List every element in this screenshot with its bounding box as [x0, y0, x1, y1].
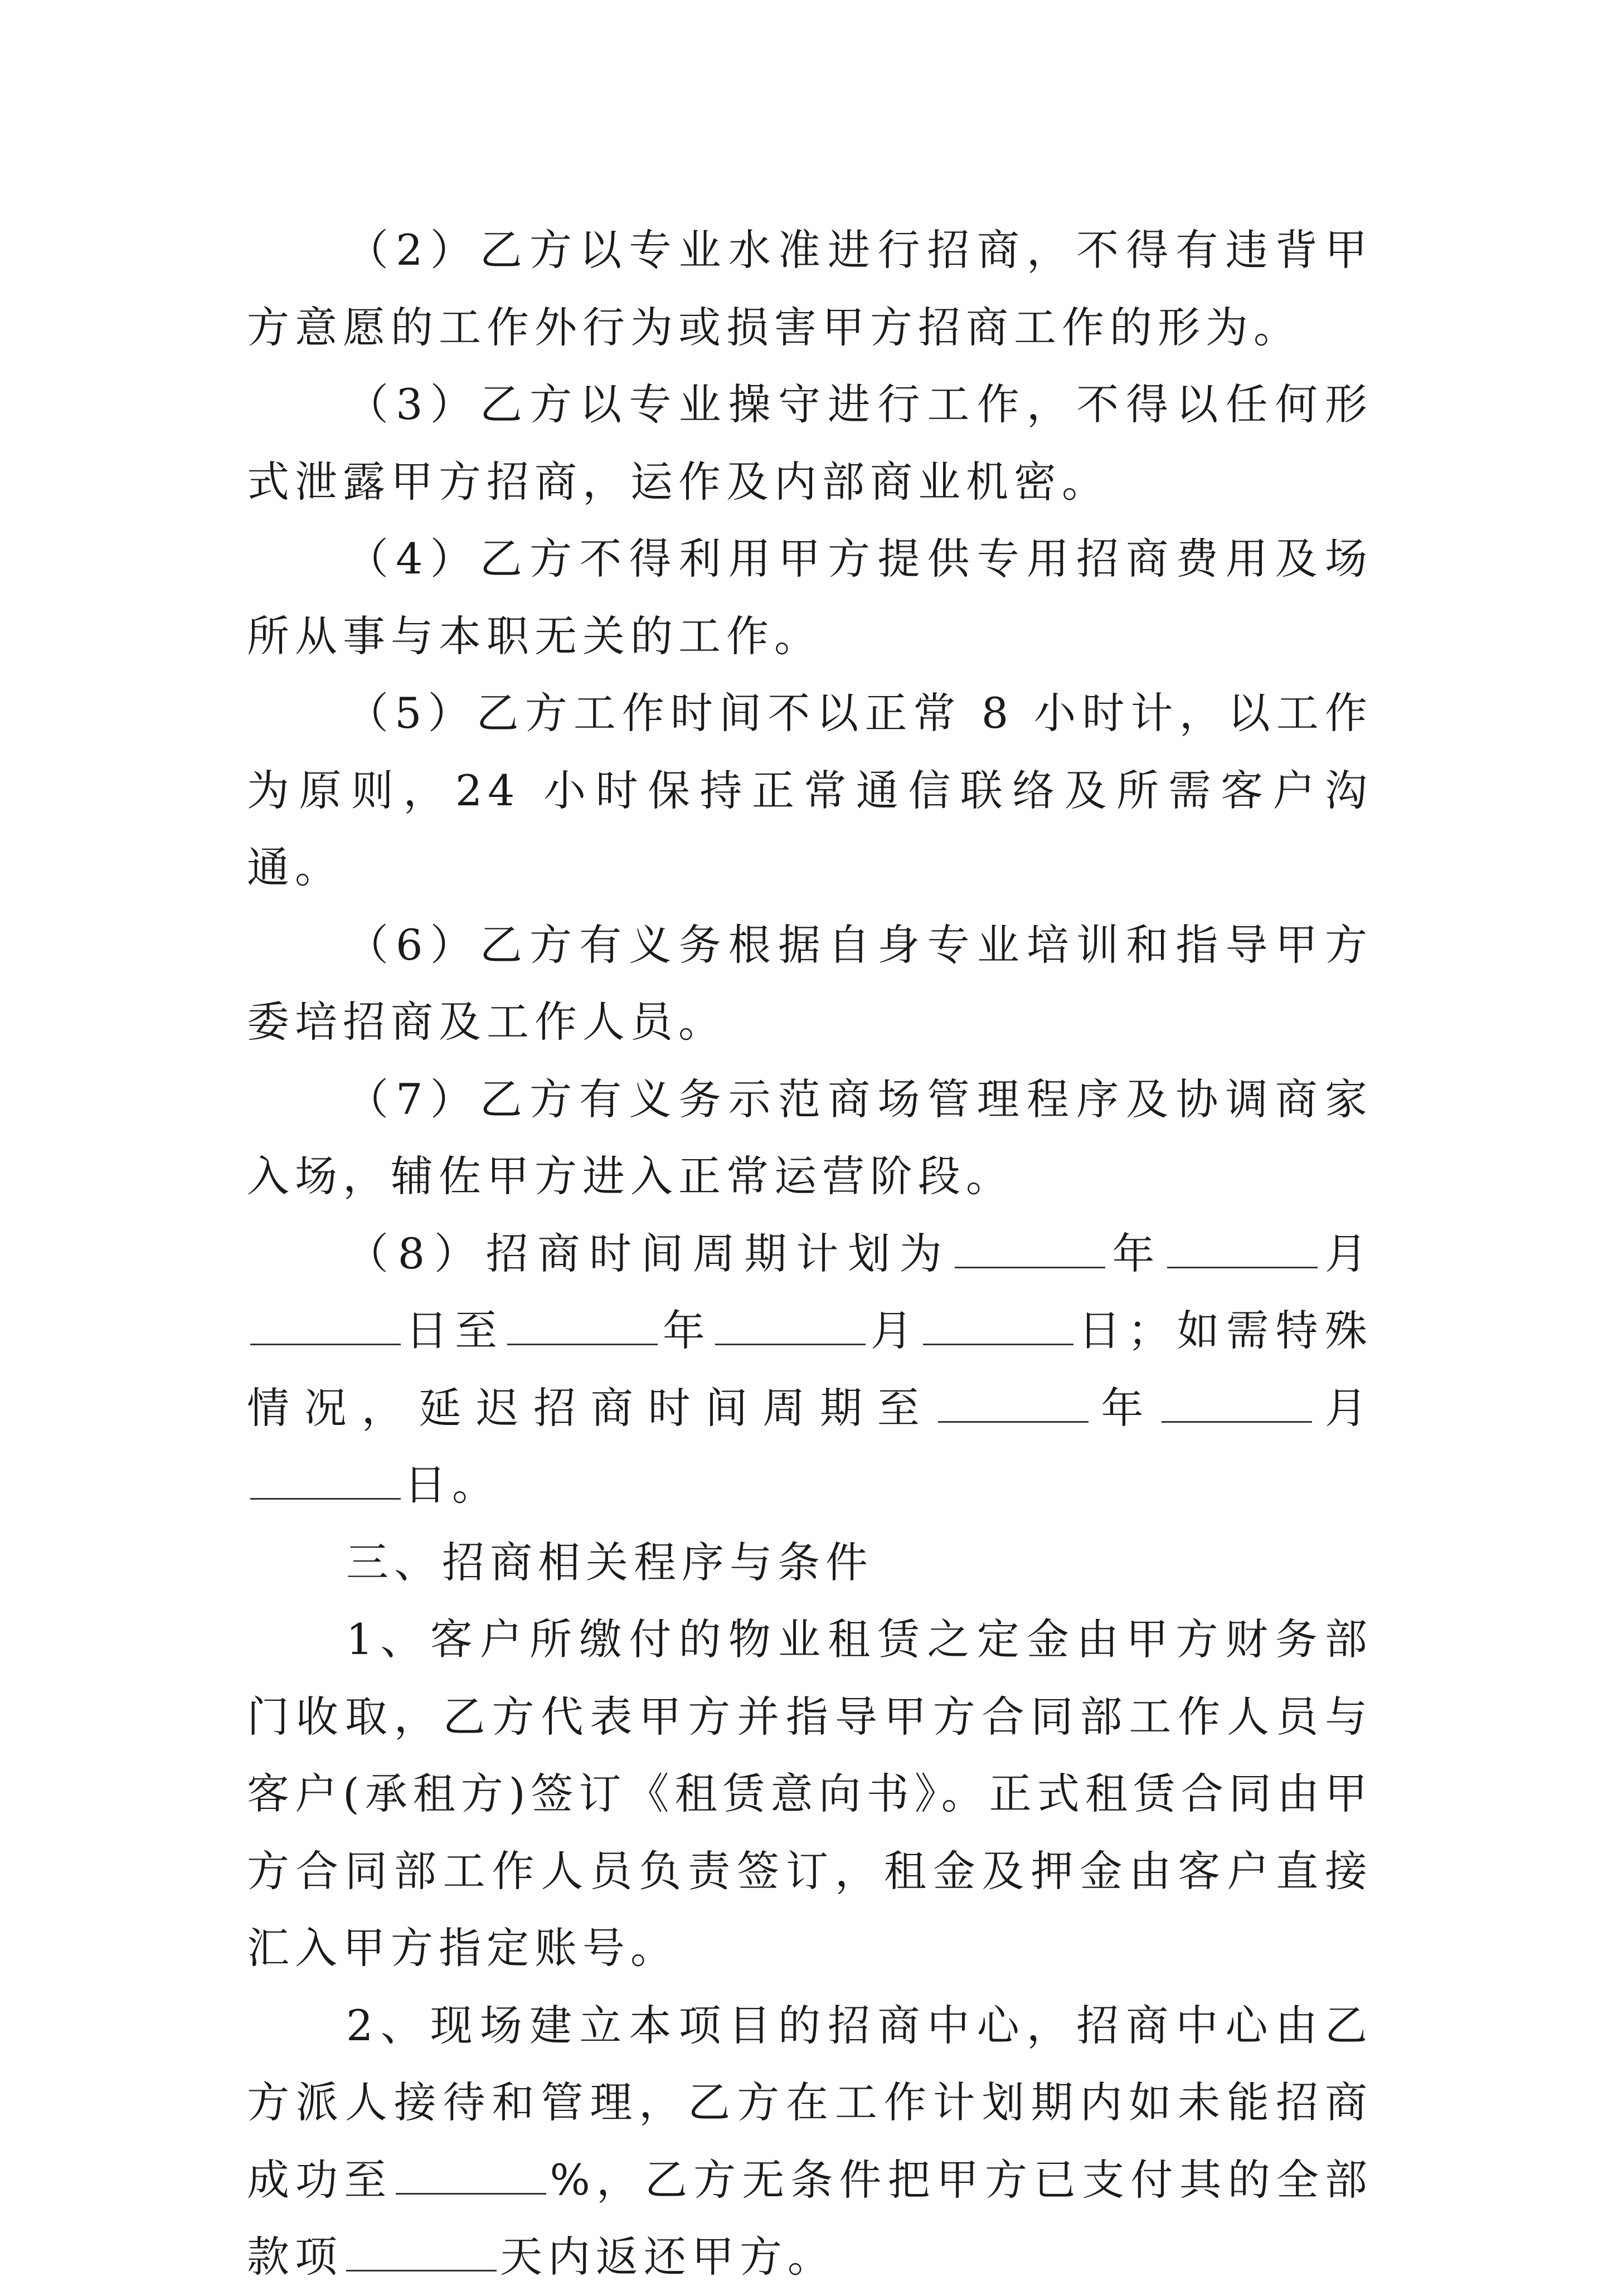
schedule-extension: 日；如需特殊情况，延迟招商时间周期至	[247, 1306, 1373, 1433]
blank-field	[1167, 1228, 1318, 1268]
section-heading: 三、招商相关程序与条件	[346, 1537, 873, 1587]
schedule-lead: （8）招商时间周期计划为	[346, 1228, 951, 1278]
blank-field	[507, 1305, 658, 1345]
item2-text-b: %，乙方无条件把甲方已支付其的全部款项	[247, 2154, 1373, 2282]
paragraph-obligation-4: （4）乙方不得利用甲方提供专用招商费用及场所从事与本职无关的工作。	[247, 534, 1373, 661]
schedule-year: 年	[1091, 1383, 1159, 1433]
blank-field	[715, 1305, 866, 1345]
blank-field	[396, 2154, 546, 2195]
schedule-month: 月	[1315, 1383, 1373, 1433]
schedule-to: 至	[454, 1306, 504, 1355]
blank-field	[938, 1382, 1089, 1423]
blank-field	[923, 1305, 1073, 1345]
schedule-month: 月	[869, 1306, 920, 1355]
schedule-day: 日	[404, 1306, 455, 1355]
paragraph-obligation-5: （5）乙方工作时间不以正常 8 小时计，以工作为原则，24 小时保持正常通信联络及所需客户沟通。	[247, 688, 1373, 892]
schedule-day: 日。	[404, 1460, 500, 1510]
item2-text-a: 2、现场建立本项目的招商中心，招商中心由乙方派人接待和管理，乙方在工作计划期内如未能招商成功至	[247, 2000, 1373, 2205]
paragraph-item-2	[247, 1987, 1373, 2296]
paragraph-obligation-7: （7）乙方有义务示范商场管理程序及协调商家入场，辅佐甲方进入正常运营阶段。	[247, 1074, 1373, 1201]
document-body	[247, 212, 1373, 2296]
paragraph-obligation-2: （2）乙方以专业水准进行招商，不得有违背甲方意愿的工作外行为或损害甲方招商工作的形为。	[247, 225, 1373, 352]
schedule-year: 年	[661, 1306, 712, 1355]
paragraph-obligation-3: （3）乙方以专业操守进行工作，不得以任何形式泄露甲方招商，运作及内部商业机密。	[247, 380, 1373, 507]
paragraph-obligation-6: （6）乙方有义务根据自身专业培训和指导甲方委培招商及工作人员。	[247, 920, 1373, 1047]
paragraph-item-1: 1、客户所缴付的物业租赁之定金由甲方财务部门收取，乙方代表甲方并指导甲方合同部工作人员与客户(承租方)签订《租赁意向书》。正式租赁合同由甲方合同部工作人员负责签订，租金及押金由客户直接汇入甲方指定账号。	[247, 1614, 1373, 1973]
blank-field	[250, 1305, 401, 1345]
blank-field	[1162, 1382, 1312, 1423]
blank-field	[955, 1228, 1105, 1268]
paragraph-schedule	[247, 1215, 1373, 1524]
blank-field	[346, 2231, 497, 2271]
item2-text-c: 天内返还甲方。	[500, 2232, 835, 2282]
schedule-month: 月	[1321, 1228, 1373, 1278]
blank-field	[250, 1459, 401, 1500]
schedule-year: 年	[1108, 1228, 1164, 1278]
